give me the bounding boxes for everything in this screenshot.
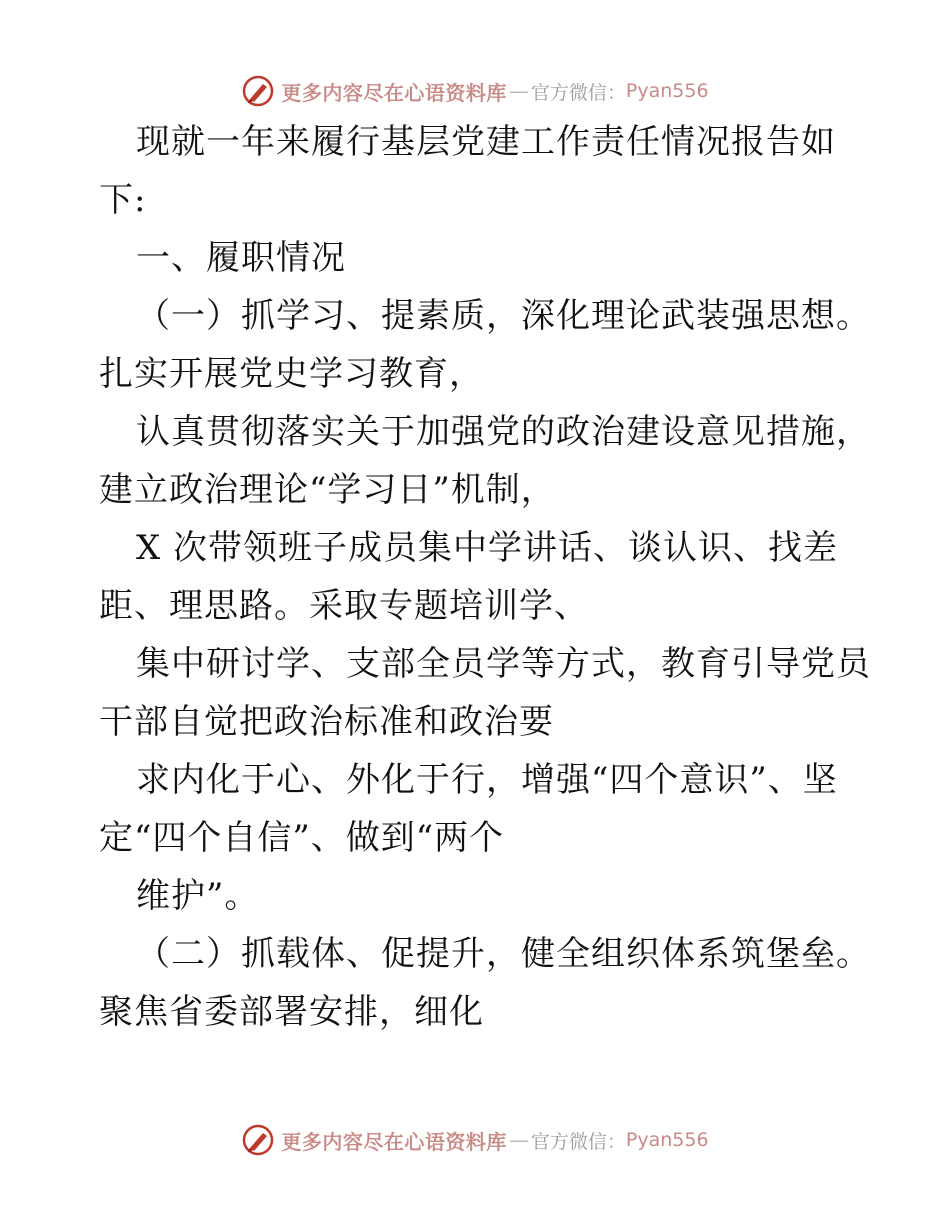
text-line: 求内化于心、外化于行，增强“四个意识”、坚	[136, 760, 838, 800]
text-line: 现就一年来履行基层党建工作责任情况报告如	[136, 122, 836, 162]
subsection-heading: （一）抓学习、提素质，深化理论武装强思想。	[136, 296, 871, 336]
subsection-heading: （二）抓载体、促提升，健全组织体系筑堡垒。	[136, 934, 871, 974]
watermark-dash: —	[508, 1128, 529, 1152]
text-line: 扎实开展党史学习教育，	[99, 354, 484, 394]
watermark-id: Pyan556	[625, 1129, 709, 1151]
header-watermark	[0, 71, 950, 111]
text-line: 集中研讨学、支部全员学等方式，教育引导党员	[136, 644, 871, 684]
watermark-dash: —	[508, 79, 529, 103]
text-line: 距、理思路。采取专题培训学、	[99, 586, 589, 626]
text-line: X 次带领班子成员集中学讲话、谈认识、找差	[136, 528, 839, 568]
text-line: 维护”。	[136, 876, 260, 916]
text-line: 干部自觉把政治标准和政治要	[99, 702, 554, 742]
section-heading: 一、履职情况	[136, 238, 346, 278]
footer-watermark	[0, 1120, 950, 1160]
text-line: 聚焦省委部署安排，细化	[99, 992, 484, 1032]
pen-logo-icon	[241, 74, 275, 108]
text-line: 建立政治理论“学习日”机制，	[99, 470, 556, 510]
watermark-label: 官方微信：	[530, 81, 626, 104]
text-line: 定“四个自信”、做到“两个	[99, 818, 505, 858]
watermark-brand: 更多内容尽在心语资料库	[281, 1129, 507, 1154]
watermark-label: 官方微信：	[530, 1130, 626, 1153]
pen-logo-icon	[241, 1123, 275, 1157]
watermark-id: Pyan556	[625, 80, 709, 102]
text-line: 认真贯彻落实关于加强党的政治建设意见措施，	[136, 412, 871, 452]
watermark-brand: 更多内容尽在心语资料库	[281, 80, 507, 105]
text-line: 下:	[99, 180, 147, 220]
